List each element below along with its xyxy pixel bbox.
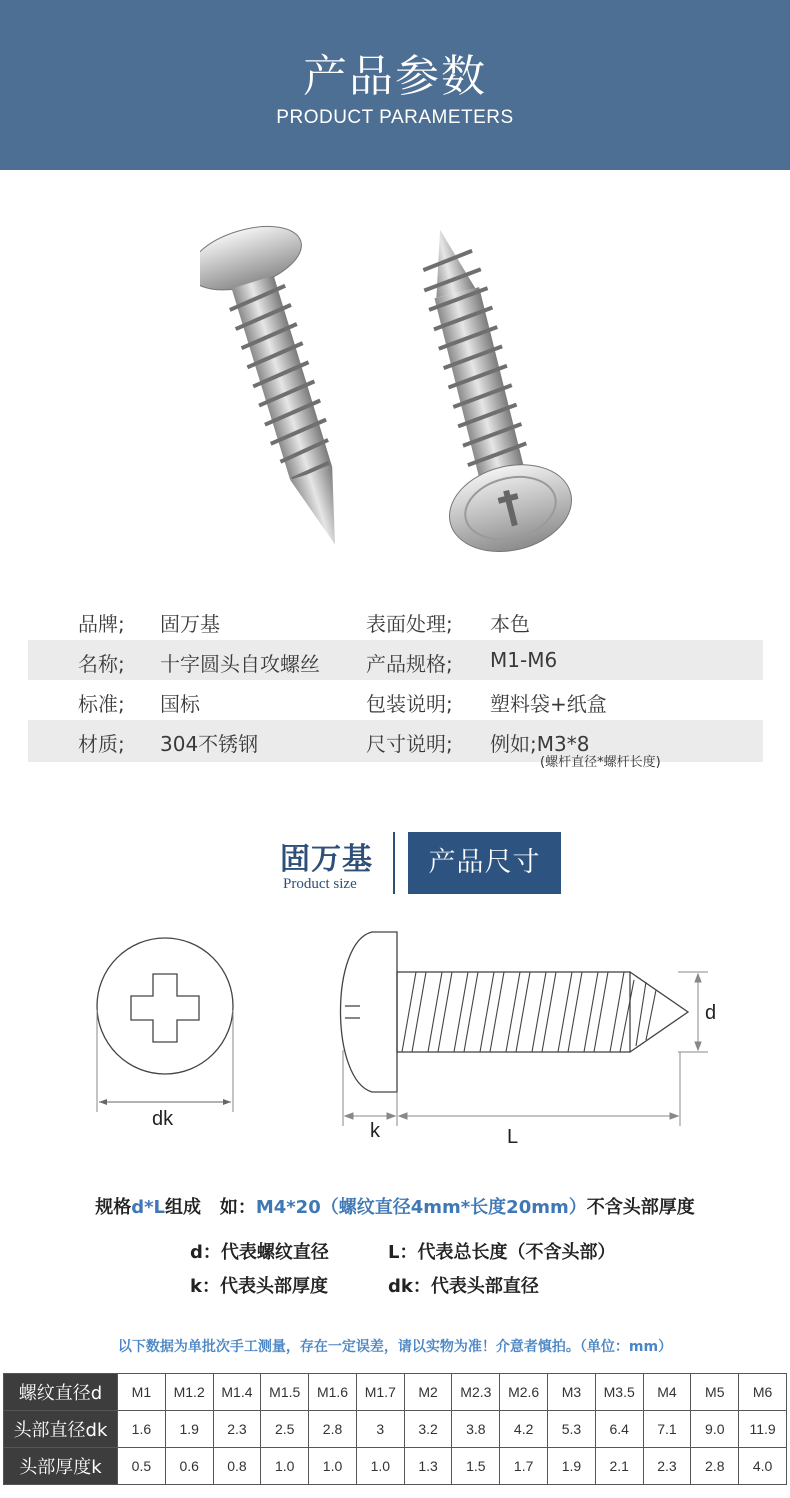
label-dk: dk (152, 1108, 174, 1130)
param-value: 本色 (490, 612, 530, 636)
screw-left-graphic (200, 220, 389, 562)
size-table-body (4, 1374, 787, 1485)
product-size-header (270, 830, 570, 896)
table-cell: 4.2 (500, 1411, 548, 1448)
divider (393, 832, 395, 894)
size-table (3, 1373, 787, 1485)
spec-text: 规格 (95, 1197, 132, 1218)
dimension-d (678, 972, 708, 1052)
section-title: 产品尺寸 (408, 832, 561, 894)
table-cell: 5.3 (548, 1411, 596, 1448)
spec-description (0, 1193, 790, 1219)
param-label: 名称; (78, 652, 125, 676)
param-label: 材质; (78, 732, 125, 756)
table-cell: 1.9 (165, 1411, 213, 1448)
table-cell: 1.6 (118, 1411, 166, 1448)
parameter-row (28, 680, 763, 720)
legend-dk: dk：代表头部直径 (388, 1276, 539, 1297)
label-L: L (507, 1126, 519, 1148)
row-header: 头部直径dk (4, 1411, 118, 1448)
param-value: M1-M6 (490, 648, 558, 672)
screw-right-graphic (381, 220, 581, 564)
table-cell: M3.5 (595, 1374, 643, 1411)
brand-subtitle: Product size (283, 876, 357, 892)
table-cell: 9.0 (691, 1411, 739, 1448)
table-cell: M1.4 (213, 1374, 261, 1411)
screw-side-view (341, 932, 689, 1092)
param-value: 固万基 (160, 612, 220, 636)
legend-L: L：代表总长度（不含头部） (388, 1242, 616, 1263)
spec-example: M4*20（螺纹直径4mm*长度20mm） (255, 1197, 587, 1218)
table-cell: 11.9 (739, 1411, 787, 1448)
dimension-diagram (0, 920, 790, 1160)
table-cell: 2.5 (261, 1411, 309, 1448)
brand-logo: 固万基 (280, 842, 373, 877)
spec-text-highlight: d*L (131, 1197, 166, 1218)
page-subtitle: PRODUCT PARAMETERS (276, 107, 514, 128)
table-cell: M1.2 (165, 1374, 213, 1411)
param-value: 304不锈钢 (160, 732, 259, 756)
table-cell: 3 (356, 1411, 404, 1448)
parameter-table (28, 600, 763, 770)
param-label: 品牌; (78, 612, 125, 636)
label-k: k (370, 1120, 380, 1142)
table-cell: 2.8 (309, 1411, 357, 1448)
spec-text: 不含头部厚度 (586, 1197, 695, 1218)
table-cell: 1.0 (261, 1448, 309, 1485)
table-cell: 0.8 (213, 1448, 261, 1485)
dimension-k-L (343, 1050, 680, 1126)
table-cell: 7.1 (643, 1411, 691, 1448)
table-cell: 2.8 (691, 1448, 739, 1485)
table-cell: M1.5 (261, 1374, 309, 1411)
table-cell: M2.3 (452, 1374, 500, 1411)
table-cell: 0.6 (165, 1448, 213, 1485)
table-cell: 1.0 (309, 1448, 357, 1485)
table-cell: 1.3 (404, 1448, 452, 1485)
table-cell: M1.6 (309, 1374, 357, 1411)
row-header: 螺纹直径d (4, 1374, 118, 1411)
legend-d: d：代表螺纹直径 (190, 1242, 329, 1263)
param-value: 国标 (160, 692, 200, 716)
table-row (4, 1374, 787, 1411)
param-label: 产品规格; (366, 652, 453, 676)
table-cell: M4 (643, 1374, 691, 1411)
table-cell: 1.0 (356, 1448, 404, 1485)
row-header: 头部厚度k (4, 1448, 118, 1485)
product-photo (200, 220, 590, 565)
table-cell: 1.5 (452, 1448, 500, 1485)
parameter-row (28, 600, 763, 640)
param-note: (螺杆直径*螺杆长度) (540, 755, 661, 770)
table-cell: M2 (404, 1374, 452, 1411)
param-value: 十字圆头自攻螺丝 (160, 652, 320, 676)
param-value: 塑料袋+纸盒 (490, 692, 607, 716)
legend-k: k：代表头部厚度 (190, 1276, 328, 1297)
table-cell: 1.7 (500, 1448, 548, 1485)
table-cell: M5 (691, 1374, 739, 1411)
table-cell: 2.1 (595, 1448, 643, 1485)
param-value: 例如;M3*8 (490, 732, 590, 756)
label-d: d (705, 1002, 717, 1024)
table-row (4, 1411, 787, 1448)
table-cell: 3.8 (452, 1411, 500, 1448)
head-top-view (97, 938, 233, 1112)
param-label: 尺寸说明; (366, 732, 453, 756)
table-cell: 0.5 (118, 1448, 166, 1485)
header-banner (0, 0, 790, 170)
table-cell: M1.7 (356, 1374, 404, 1411)
page-title: 产品参数 (303, 51, 487, 102)
table-cell: 2.3 (213, 1411, 261, 1448)
parameter-row (28, 640, 763, 680)
table-cell: M6 (739, 1374, 787, 1411)
table-cell: M1 (118, 1374, 166, 1411)
table-row (4, 1448, 787, 1485)
parameter-row (28, 720, 763, 770)
table-cell: 6.4 (595, 1411, 643, 1448)
spec-text: 组成 如： (165, 1197, 256, 1218)
table-cell: 2.3 (643, 1448, 691, 1485)
table-cell: 4.0 (739, 1448, 787, 1485)
param-label: 表面处理; (366, 612, 453, 636)
table-cell: M2.6 (500, 1374, 548, 1411)
measurement-notice: 以下数据为单批次手工测量，存在一定误差，请以实物为准！介意者慎拍。（单位：mm） (117, 1339, 673, 1355)
param-label: 标准; (78, 692, 125, 716)
table-cell: M3 (548, 1374, 596, 1411)
table-cell: 3.2 (404, 1411, 452, 1448)
table-cell: 1.9 (548, 1448, 596, 1485)
param-label: 包装说明; (366, 692, 453, 716)
